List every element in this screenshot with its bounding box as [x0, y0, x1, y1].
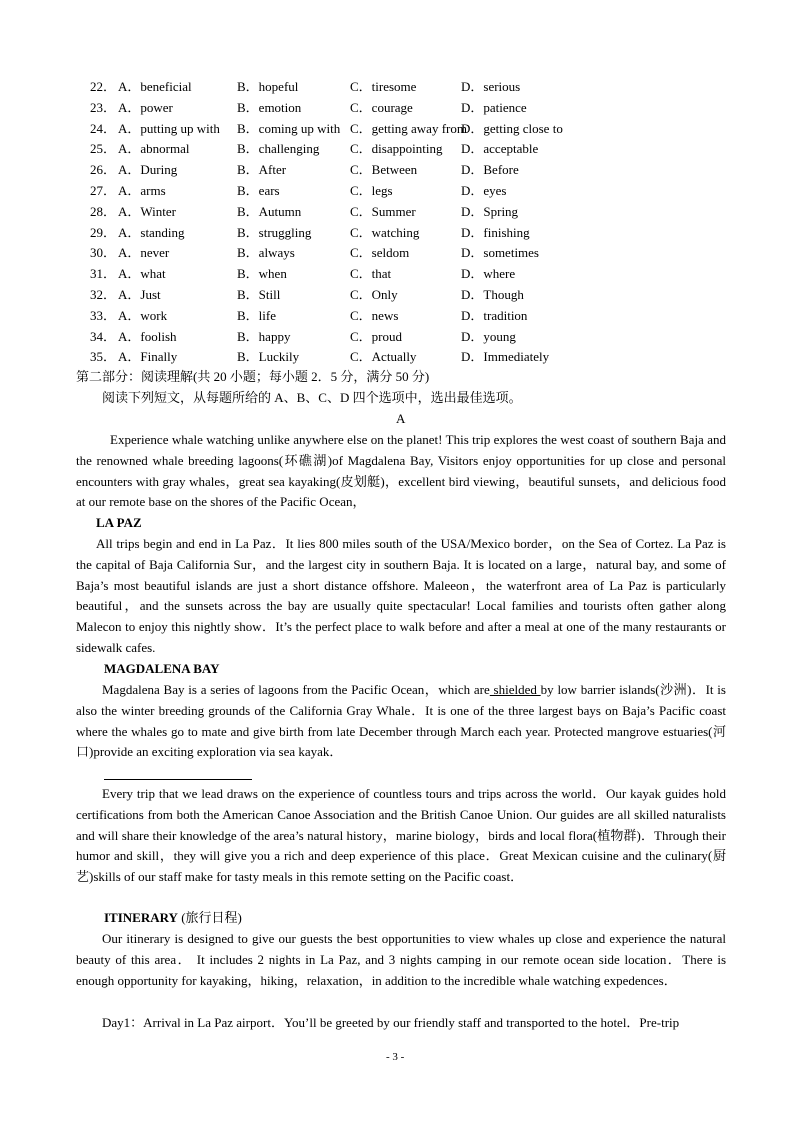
heading-itinerary: [104, 908, 242, 929]
option-c: C．that: [350, 266, 392, 282]
paragraph-day1: Day1：Arrival in La Paz airport．You’ll be greeted by our friendly staff and transported to the hotel．Pre-trip: [102, 1015, 680, 1030]
option-b: B．happy: [237, 328, 291, 344]
option-a: A．work: [118, 307, 168, 323]
question-number: 24．: [90, 120, 117, 136]
option-a: A．Winter: [118, 203, 176, 219]
option-a: A．never: [118, 245, 170, 261]
paragraph-la-paz: All trips begin and end in La Paz．It lies 800 miles south of the USA/Mexico border，on the Sea of Cortez. La Paz is the capital of Baja California Sur，and the largest city in southern Baja. It is located on a large，natural bay, and some of Baja’s most beautiful islands are just a short distance offshore. Maleeon，the waterfront area of La Paz is particularly beautiful，and the sunsets across the bay are usually quite spectacular! Local families and tourists often gather along Malecon to enjoy this nightly show．It’s the perfect place to walk before and after a meal at one of the many restaurants or sidewalk cafes.: [76, 536, 726, 655]
paragraph-magdalena-bay: [76, 680, 726, 763]
option-d: D．eyes: [461, 182, 507, 198]
heading-magdalena-bay: MAGDALENA BAY: [104, 661, 220, 676]
question-number: 35．: [90, 349, 117, 365]
option-c: C．news: [350, 307, 399, 323]
option-c: C．disappointing: [350, 141, 443, 157]
question-row: [0, 202, 794, 223]
question-row: [0, 285, 794, 306]
option-d: D．Spring: [461, 203, 519, 219]
option-b: B．struggling: [237, 224, 312, 240]
option-d: D．patience: [461, 99, 527, 115]
option-a: A．arms: [118, 182, 166, 198]
option-b: B．Autumn: [237, 203, 302, 219]
option-b: B．always: [237, 245, 295, 261]
option-a: A．power: [118, 99, 173, 115]
option-a: A．During: [118, 162, 178, 178]
option-c: C．legs: [350, 182, 393, 198]
option-c: C．seldom: [350, 245, 410, 261]
question-row: [0, 181, 794, 202]
option-a: A．putting up with: [118, 120, 220, 136]
option-b: B．After: [237, 162, 287, 178]
option-b: B．Still: [237, 286, 281, 302]
option-c: C．Actually: [350, 349, 417, 365]
option-c: C．Only: [350, 286, 398, 302]
passage-intro: Experience whale watching unlike anywhere else on the planet! This trip explores the west coast of southern Baja and the renowned whale breeding lagoons(环礁湖)of Magdalena Bay, Visitors enjoy opportunities for up close and personal encounters with gray whales，great sea kayaking(皮划艇)，excellent bird viewing，beautiful sunsets，and delicious food at our remote base on the shores of the Pacific Ocean，: [76, 432, 726, 510]
question-number: 31．: [90, 266, 117, 282]
question-row: [0, 119, 794, 140]
option-c: C．Summer: [350, 203, 416, 219]
question-number: 33．: [90, 307, 117, 323]
question-number: 28．: [90, 203, 117, 219]
heading-la-paz: LA PAZ: [96, 515, 142, 530]
question-row: [0, 264, 794, 285]
question-row: [0, 243, 794, 264]
question-number: 26．: [90, 162, 117, 178]
option-a: A．foolish: [118, 328, 177, 344]
question-number: 34．: [90, 328, 117, 344]
question-row: [0, 306, 794, 327]
option-b: B．challenging: [237, 141, 320, 157]
option-d: D．Before: [461, 162, 519, 178]
option-d: D．Though: [461, 286, 524, 302]
question-row: [0, 327, 794, 348]
option-d: D．where: [461, 266, 516, 282]
magdalena-text-1: Magdalena Bay is a series of lagoons from the Pacific Ocean，which are: [102, 682, 490, 697]
option-d: D．serious: [461, 79, 521, 94]
itinerary-heading-en: ITINERARY: [104, 910, 178, 925]
option-c: C．watching: [350, 224, 420, 240]
paragraph-guides: Every trip that we lead draws on the experience of countless tours and trips across the world．Our kayak guides hold certifications from both the American Canoe Association and the British Canoe Union. Our guides are all skilled naturalists and will share their knowledge of the area’s natural history，marine biology，birds and local flora(植物群)．Through their humor and skill，they will give you a rich and deep experience of this place．Great Mexican cuisine and the culinary(厨艺)skills of our staff make for tasty meals in this remote setting on the Pacific coast．: [76, 786, 726, 885]
option-c: C．Between: [350, 162, 418, 178]
question-row: [0, 98, 794, 119]
question-number: 27．: [90, 182, 117, 198]
page-number: - 3 -: [386, 1051, 405, 1063]
question-row: [0, 223, 794, 244]
option-a: A．Finally: [118, 349, 178, 365]
option-d: D．Immediately: [461, 349, 550, 365]
paragraph-itinerary: Our itinerary is designed to give our guests the best opportunities to view whales up close and experience the natural beauty of this area． It includes 2 nights in La Paz, and 3 nights camping in our remote ocean side location．There is enough opportunity for kayaking，hiking，relaxation，in addition to the incredible whale watching expedences．: [76, 931, 726, 988]
option-b: B．life: [237, 307, 276, 323]
option-b: B．Luckily: [237, 349, 300, 365]
option-b: B．when: [237, 266, 287, 282]
passage-letter: A: [396, 411, 406, 426]
option-d: D．tradition: [461, 307, 528, 323]
underlined-word-shielded: shielded: [489, 682, 541, 697]
magdalena-text-2: by low barrier islands(沙洲)．It is also the winter breeding grounds of the California Gray Whale．It is one of the three largest bays on Baja’s Pacific coast where the whales go to mate and give birth from late December through March each year. Protected mangrove estuaries(河口)provide an exciting exploration via sea kayak．: [76, 682, 726, 760]
question-number: 23．: [90, 99, 117, 115]
question-row: [0, 77, 794, 98]
blank-line: [104, 779, 252, 780]
section-instruction: 阅读下列短文，从每题所给的 A、B、C、D 四个选项中，选出最佳选项。: [102, 390, 522, 405]
option-a: A．beneficial: [118, 79, 192, 94]
option-d: D．finishing: [461, 224, 530, 240]
option-c: C．tiresome: [350, 79, 417, 94]
option-d: D．acceptable: [461, 141, 539, 157]
option-b: B．coming up with: [237, 120, 341, 136]
option-a: A．abnormal: [118, 141, 190, 157]
question-row: [0, 139, 794, 160]
question-number: 22．: [90, 79, 117, 94]
question-number: 25．: [90, 141, 117, 157]
question-number: 29．: [90, 224, 117, 240]
option-b: B．hopeful: [237, 79, 299, 94]
option-d: D．young: [461, 328, 516, 344]
option-d: D．getting close to: [461, 120, 563, 136]
question-row: [0, 160, 794, 181]
option-d: D．sometimes: [461, 245, 539, 261]
option-c: C．courage: [350, 99, 413, 115]
multiple-choice-options: [0, 77, 794, 368]
section-title: 第二部分：阅读理解(共 20 小题；每小题 2．5 分，满分 50 分): [76, 369, 430, 384]
question-number: 32．: [90, 286, 117, 302]
itinerary-heading-cn: (旅行日程): [181, 910, 242, 925]
option-c: C．getting away from: [350, 120, 467, 136]
option-b: B．emotion: [237, 99, 302, 115]
question-row: [0, 347, 794, 368]
option-a: A．what: [118, 266, 166, 282]
option-c: C．proud: [350, 328, 403, 344]
option-a: A．Just: [118, 286, 161, 302]
question-number: 30．: [90, 245, 117, 261]
option-a: A．standing: [118, 224, 185, 240]
option-b: B．ears: [237, 182, 280, 198]
